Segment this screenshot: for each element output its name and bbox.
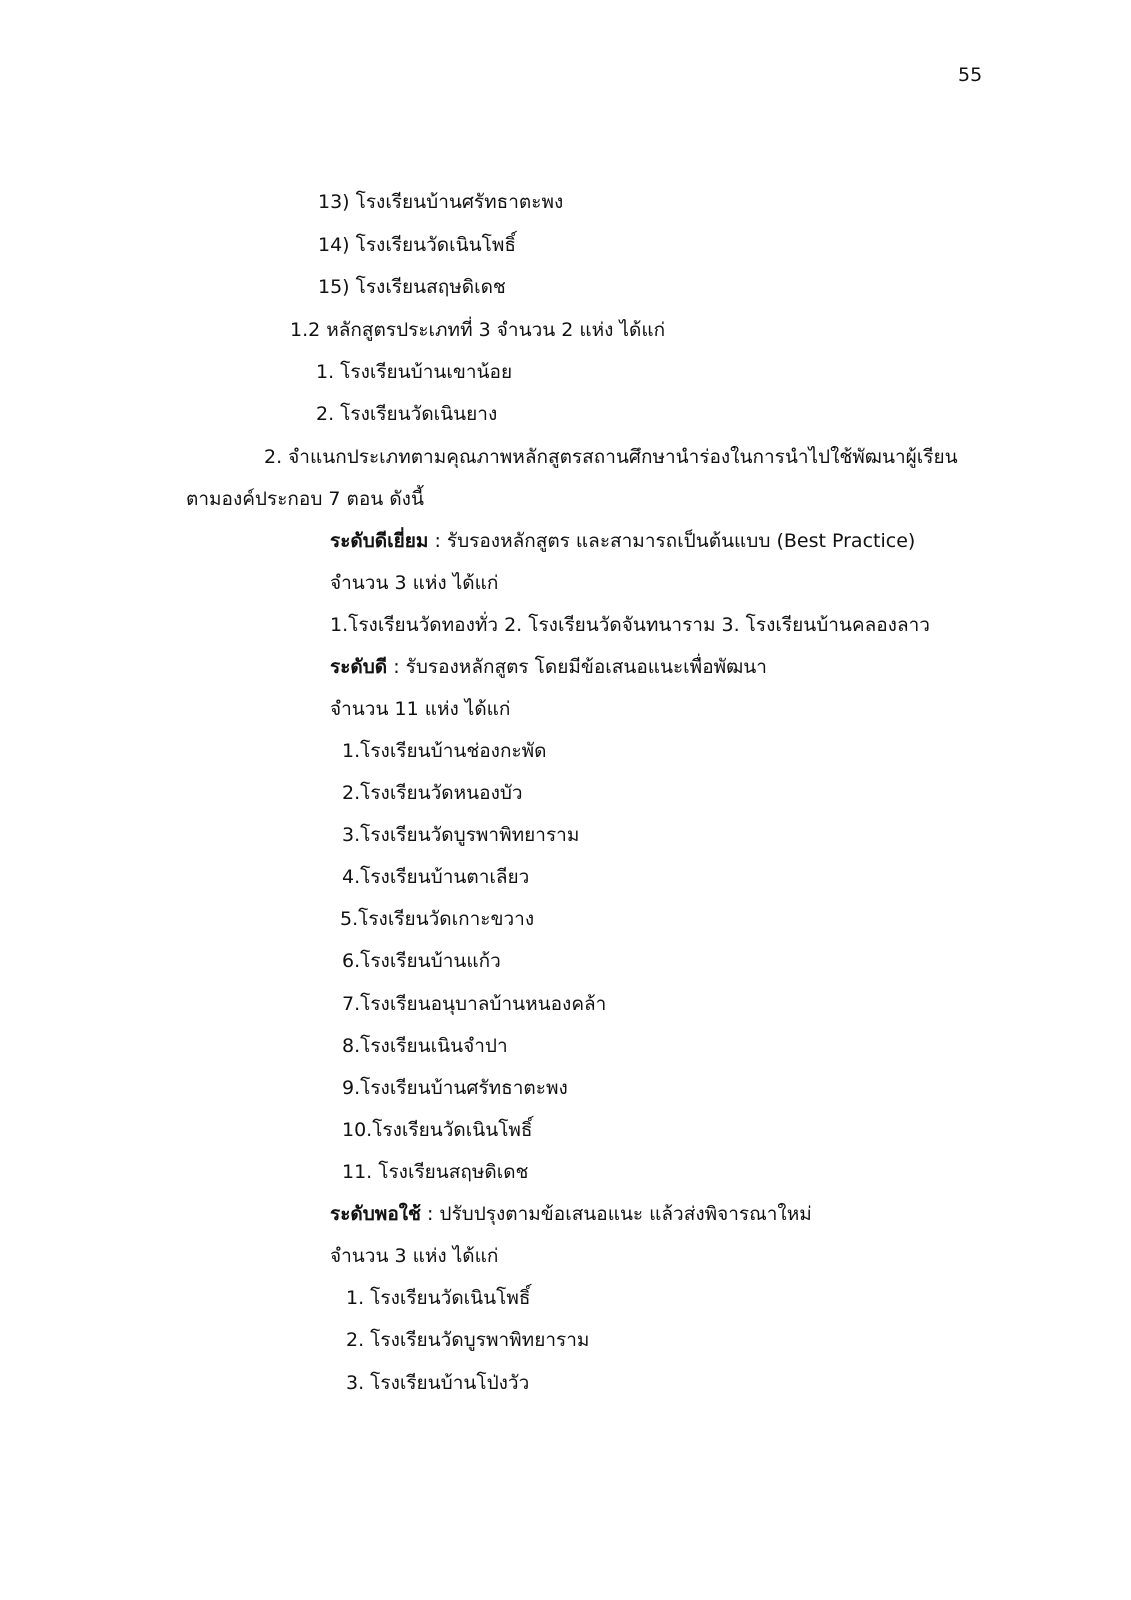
page-number: 55: [958, 64, 983, 86]
list-item: 1. โรงเรียนบ้านเขาน้อย: [316, 361, 513, 383]
list-item: 3. โรงเรียนบ้านโป่งวัว: [346, 1372, 530, 1394]
list-item: 2.โรงเรียนวัดหนองบัว: [342, 782, 523, 804]
list-item: 10.โรงเรียนวัดเนินโพธิ์: [342, 1119, 533, 1141]
section-1-2-heading: 1.2 หลักสูตรประเภทที่ 3 จำนวน 2 แห่ง ได้แก่: [290, 319, 666, 341]
list-item: 3.โรงเรียนวัดบูรพาพิทยาราม: [342, 824, 580, 846]
list-item: 1.โรงเรียนบ้านช่องกะพัด: [342, 740, 547, 762]
list-item: 11. โรงเรียนสฤษดิเดช: [342, 1161, 529, 1183]
list-item: 14) โรงเรียนวัดเนินโพธิ์: [318, 234, 516, 256]
level-excellent-label: ระดับดีเยี่ยม: [330, 530, 429, 552]
level-fair-count: จำนวน 3 แห่ง ได้แก่: [330, 1245, 499, 1267]
level-excellent-description: : รับรองหลักสูตร และสามารถเป็นต้นแบบ (Best Practice): [428, 530, 916, 552]
list-item: 5.โรงเรียนวัดเกาะขวาง: [340, 908, 535, 930]
list-item: 2. โรงเรียนวัดบูรพาพิทยาราม: [346, 1329, 590, 1351]
list-item: 9.โรงเรียนบ้านศรัทธาตะพง: [342, 1077, 568, 1099]
level-excellent-line: [330, 527, 915, 555]
list-item: 2. โรงเรียนวัดเนินยาง: [316, 403, 498, 425]
list-item: 1. โรงเรียนวัดเนินโพธิ์: [346, 1287, 531, 1309]
level-fair-line: [330, 1200, 812, 1228]
list-item: 8.โรงเรียนเนินจำปา: [342, 1035, 508, 1057]
level-fair-description: : ปรับปรุงตามข้อเสนอแนะ แล้วส่งพิจารณาใหม่: [420, 1203, 812, 1225]
list-item: 13) โรงเรียนบ้านศรัทธาตะพง: [318, 191, 564, 213]
level-good-label: ระดับดี: [330, 656, 388, 678]
list-item: 4.โรงเรียนบ้านตาเลียว: [342, 866, 530, 888]
section-2-paragraph-line-2: ตามองค์ประกอบ 7 ตอน ดังนี้: [186, 488, 424, 510]
level-excellent-count: จำนวน 3 แห่ง ได้แก่: [330, 572, 499, 594]
level-excellent-schools: 1.โรงเรียนวัดทองทั่ว 2. โรงเรียนวัดจันทนาราม 3. โรงเรียนบ้านคลองลาว: [330, 614, 930, 636]
level-fair-label: ระดับพอใช้: [330, 1203, 421, 1225]
list-item: 15) โรงเรียนสฤษดิเดช: [318, 276, 506, 298]
level-good-description: : รับรองหลักสูตร โดยมีข้อเสนอแนะเพื่อพัฒนา: [387, 656, 767, 678]
level-good-line: [330, 653, 767, 681]
list-item: 7.โรงเรียนอนุบาลบ้านหนองคล้า: [342, 993, 607, 1015]
level-good-count: จำนวน 11 แห่ง ได้แก่: [330, 698, 511, 720]
section-2-paragraph-line-1: 2. จำแนกประเภทตามคุณภาพหลักสูตรสถานศึกษานำร่องในการนำไปใช้พัฒนาผู้เรียน: [264, 446, 958, 468]
list-item: 6.โรงเรียนบ้านแก้ว: [342, 950, 501, 972]
